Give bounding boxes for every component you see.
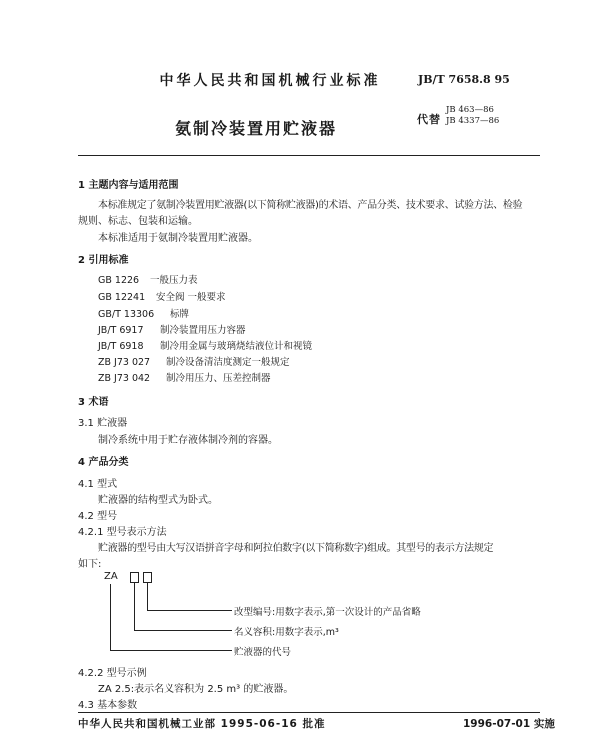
capacity-leader [134,583,135,630]
model-prefix: ZA [104,571,118,582]
section-4-2-1-text: 贮液器的型号由大写汉语拼音字母和阿拉伯数字(以下简称数字)组成。其型号的表示方法规定 [98,543,494,554]
section-4-3-heading: 4.3 基本参数 [78,700,138,711]
document-title: 氨制冷装置用贮液器 [175,119,338,138]
reference-code: ZB J73 042 [98,373,151,384]
effective-date: 1996-07-01 实施 [463,718,555,730]
code-leader [110,584,111,650]
section-4-2-2-text: ZA 2.5:表示名义容积为 2.5 m³ 的贮液器。 [98,684,294,695]
header-divider [78,155,540,156]
section-3-1-text: 制冷系统中用于贮存液体制冷剂的容器。 [98,435,278,446]
code-leader [110,650,232,651]
reference-code: JB/T 6918 [98,341,144,352]
product-code-label: 贮液器的代号 [234,647,292,658]
approval-line: 中华人民共和国机械工业部 1995-06-16 批准 [78,718,326,730]
section-4-1-text: 贮液器的结构型式为卧式。 [98,495,218,506]
reference-code: JB/T 6917 [98,325,144,336]
section-1-heading: 1 主题内容与适用范围 [78,180,179,191]
reference-title: 标牌 [170,309,190,320]
capacity-label: 名义容积:用数字表示,m³ [234,627,339,638]
section-4-2-1-heading: 4.2.1 型号表示方法 [78,527,167,538]
section-3-1-heading: 3.1 贮液器 [78,418,128,429]
reference-code: GB/T 13306 [98,309,155,320]
replaced-standard: JB 463—86 [446,105,494,115]
reference-item [98,306,189,320]
reference-code: GB 1226 [98,275,140,286]
section-1-paragraph: 本标准规定了氨制冷装置用贮液器(以下简称贮液器)的术语、产品分类、技术要求、试验方法、检验 [98,200,523,211]
capacity-box [130,572,139,583]
issuing-organization: 中华人民共和国机械行业标准 [159,73,381,89]
replaced-standard: JB 4337—86 [446,116,500,126]
reference-title: 一般压力表 [150,275,198,286]
section-3-heading: 3 术语 [78,397,109,408]
reference-item [98,322,246,336]
section-1-paragraph-cont: 规则、标志、包装和运输。 [78,216,198,227]
section-4-2-1-text-cont: 如下: [78,559,102,570]
replaces-label: 代替 [417,113,441,126]
reference-title: 制冷用金属与玻璃烧结液位计和视镜 [160,341,313,352]
revision-leader [147,583,148,610]
reference-title: 制冷装置用压力容器 [160,325,246,336]
section-2-heading: 2 引用标准 [78,255,129,266]
section-1-scope: 本标准适用于氨制冷装置用贮液器。 [98,233,258,244]
standard-code: JB/T 7658.8 95 [418,73,510,86]
reference-item [98,338,312,352]
replaced-standards [446,105,499,127]
section-4-2-heading: 4.2 型号 [78,511,118,522]
section-4-1-heading: 4.1 型式 [78,479,118,490]
section-4-heading: 4 产品分类 [78,457,129,468]
revision-label: 改型编号:用数字表示,第一次设计的产品省略 [234,607,421,618]
revision-box [143,572,152,583]
revision-leader [147,610,232,611]
reference-code: ZB J73 027 [98,357,151,368]
reference-title: 制冷用压力、压差控制器 [166,373,271,384]
footer-divider [78,712,540,713]
reference-title: 安全阀 一般要求 [156,292,226,303]
section-4-2-2-heading: 4.2.2 型号示例 [78,668,147,679]
reference-code: GB 12241 [98,292,146,303]
reference-item [98,354,290,368]
capacity-leader [134,630,232,631]
reference-item [98,289,226,303]
reference-item [98,272,198,286]
reference-title: 制冷设备清洁度测定一般规定 [166,357,290,368]
reference-item [98,370,271,384]
